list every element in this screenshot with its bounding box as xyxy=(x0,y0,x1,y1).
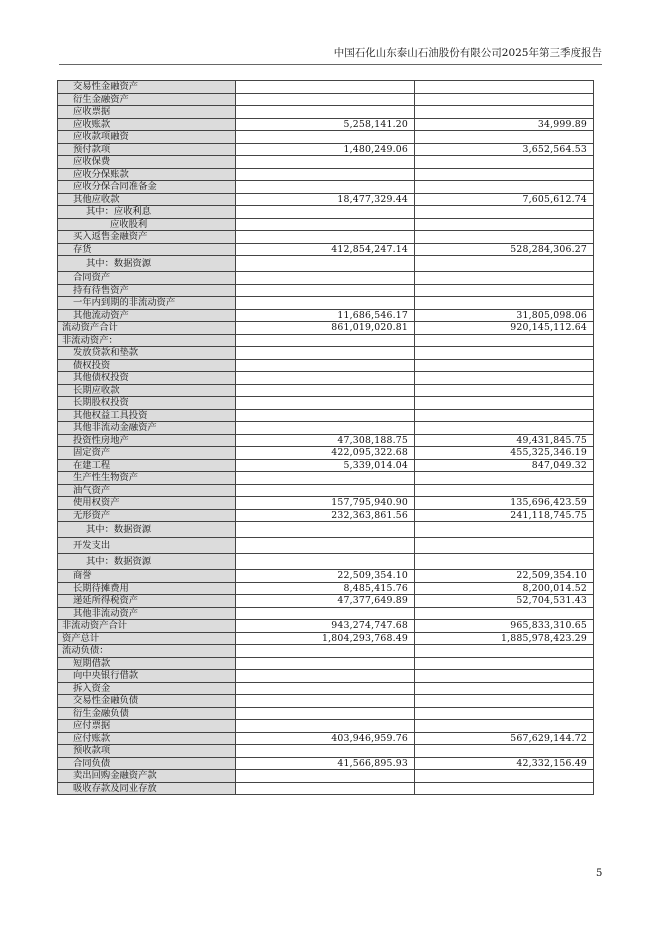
row-label: 资产总计 xyxy=(58,632,236,645)
current-period-value xyxy=(236,472,415,485)
current-period-value xyxy=(236,538,415,554)
prior-period-value xyxy=(415,168,594,181)
prior-period-value xyxy=(415,272,594,285)
current-period-value xyxy=(236,359,415,372)
table-row xyxy=(58,168,594,181)
current-period-value xyxy=(236,181,415,194)
current-period-value xyxy=(236,206,415,219)
report-header xyxy=(59,46,602,65)
prior-period-value xyxy=(415,645,594,658)
row-label: 其他应收款 xyxy=(58,193,236,206)
prior-period-value: 7,605,612.74 xyxy=(415,193,594,206)
prior-period-value: 920,145,112.64 xyxy=(415,322,594,335)
current-period-value xyxy=(236,484,415,497)
current-period-value xyxy=(236,93,415,106)
table-row xyxy=(58,181,594,194)
row-label: 发放贷款和垫款 xyxy=(58,347,236,360)
current-period-value xyxy=(236,782,415,795)
current-period-value xyxy=(236,409,415,422)
table-row xyxy=(58,695,594,708)
row-label: 递延所得税资产 xyxy=(58,595,236,608)
prior-period-value xyxy=(415,93,594,106)
prior-period-value xyxy=(415,284,594,297)
row-label: 预收款项 xyxy=(58,745,236,758)
current-period-value xyxy=(236,522,415,538)
prior-period-value: 3,652,564.53 xyxy=(415,143,594,156)
table-row xyxy=(58,522,594,538)
table-row xyxy=(58,720,594,733)
row-label: 衍生金融资产 xyxy=(58,93,236,106)
current-period-value: 412,854,247.14 xyxy=(236,243,415,256)
current-period-value: 1,480,249.06 xyxy=(236,143,415,156)
prior-period-value xyxy=(415,206,594,219)
row-label: 应收票据 xyxy=(58,106,236,119)
prior-period-value xyxy=(415,422,594,435)
prior-period-value xyxy=(415,782,594,795)
prior-period-value xyxy=(415,81,594,94)
current-period-value: 943,274,747.68 xyxy=(236,620,415,633)
row-label: 交易性金融资产 xyxy=(58,81,236,94)
prior-period-value: 965,833,310.65 xyxy=(415,620,594,633)
prior-period-value xyxy=(415,218,594,231)
table-row xyxy=(58,632,594,645)
table-row xyxy=(58,143,594,156)
table-row xyxy=(58,297,594,310)
table-row xyxy=(58,554,594,570)
prior-period-value: 34,999.89 xyxy=(415,118,594,131)
table-row xyxy=(58,93,594,106)
row-label: 在建工程 xyxy=(58,459,236,472)
prior-period-value xyxy=(415,397,594,410)
current-period-value xyxy=(236,554,415,570)
table-row xyxy=(58,218,594,231)
current-period-value xyxy=(236,106,415,119)
table-row xyxy=(58,284,594,297)
current-period-value xyxy=(236,745,415,758)
current-period-value xyxy=(236,168,415,181)
row-label: 生产性生物资产 xyxy=(58,472,236,485)
row-label: 短期借款 xyxy=(58,657,236,670)
prior-period-value xyxy=(415,384,594,397)
prior-period-value: 135,696,423.59 xyxy=(415,497,594,510)
row-label: 商誉 xyxy=(58,570,236,583)
current-period-value: 41,566,895.93 xyxy=(236,757,415,770)
row-label: 其他非流动资产 xyxy=(58,607,236,620)
row-label: 使用权资产 xyxy=(58,497,236,510)
prior-period-value xyxy=(415,131,594,144)
prior-period-value: 8,200,014.52 xyxy=(415,582,594,595)
row-label: 交易性金融负债 xyxy=(58,695,236,708)
table-row xyxy=(58,193,594,206)
current-period-value xyxy=(236,156,415,169)
prior-period-value xyxy=(415,670,594,683)
current-period-value: 232,363,861.56 xyxy=(236,509,415,522)
current-period-value xyxy=(236,284,415,297)
table-row xyxy=(58,757,594,770)
balance-sheet-table xyxy=(57,80,594,795)
table-row xyxy=(58,334,594,347)
current-period-value xyxy=(236,297,415,310)
prior-period-value xyxy=(415,657,594,670)
prior-period-value xyxy=(415,181,594,194)
row-label: 长期股权投资 xyxy=(58,397,236,410)
row-label: 油气资产 xyxy=(58,484,236,497)
current-period-value xyxy=(236,334,415,347)
row-label: 债权投资 xyxy=(58,359,236,372)
balance-sheet-body xyxy=(58,81,594,795)
table-row xyxy=(58,595,594,608)
current-period-value xyxy=(236,384,415,397)
row-label: 应收分保账款 xyxy=(58,168,236,181)
table-row xyxy=(58,434,594,447)
table-row xyxy=(58,272,594,285)
row-label: 衍生金融负债 xyxy=(58,707,236,720)
row-label: 长期应收款 xyxy=(58,384,236,397)
table-row xyxy=(58,682,594,695)
prior-period-value xyxy=(415,607,594,620)
row-label: 流动资产合计 xyxy=(58,322,236,335)
table-row xyxy=(58,384,594,397)
prior-period-value xyxy=(415,347,594,360)
page-number: 5 xyxy=(596,868,603,879)
table-row xyxy=(58,657,594,670)
prior-period-value: 1,885,978,423.29 xyxy=(415,632,594,645)
current-period-value: 157,795,940.90 xyxy=(236,497,415,510)
prior-period-value xyxy=(415,707,594,720)
row-label: 应收分保合同准备金 xyxy=(58,181,236,194)
current-period-value xyxy=(236,695,415,708)
row-label: 其他债权投资 xyxy=(58,372,236,385)
prior-period-value xyxy=(415,695,594,708)
current-period-value: 22,509,354.10 xyxy=(236,570,415,583)
row-label: 其他流动资产 xyxy=(58,309,236,322)
prior-period-value: 22,509,354.10 xyxy=(415,570,594,583)
current-period-value xyxy=(236,707,415,720)
current-period-value: 47,308,188.75 xyxy=(236,434,415,447)
prior-period-value xyxy=(415,256,594,272)
table-row xyxy=(58,309,594,322)
current-period-value: 47,377,649.89 xyxy=(236,595,415,608)
row-label: 其中：数据资源 xyxy=(58,256,236,272)
prior-period-value xyxy=(415,334,594,347)
report-title: 中国石化山东泰山石油股份有限公司2025年第三季度报告 xyxy=(333,47,602,59)
table-row xyxy=(58,484,594,497)
table-row xyxy=(58,447,594,460)
row-label: 买入返售金融资产 xyxy=(58,231,236,244)
row-label: 合同负债 xyxy=(58,757,236,770)
table-row xyxy=(58,670,594,683)
table-row xyxy=(58,359,594,372)
prior-period-value xyxy=(415,472,594,485)
prior-period-value xyxy=(415,359,594,372)
table-row xyxy=(58,570,594,583)
table-row xyxy=(58,422,594,435)
row-label: 一年内到期的非流动资产 xyxy=(58,297,236,310)
table-row xyxy=(58,409,594,422)
current-period-value xyxy=(236,81,415,94)
current-period-value: 18,477,329.44 xyxy=(236,193,415,206)
prior-period-value xyxy=(415,745,594,758)
prior-period-value xyxy=(415,720,594,733)
table-row xyxy=(58,118,594,131)
current-period-value xyxy=(236,131,415,144)
prior-period-value xyxy=(415,538,594,554)
row-label: 其他非流动金融资产 xyxy=(58,422,236,435)
table-row xyxy=(58,322,594,335)
prior-period-value xyxy=(415,231,594,244)
prior-period-value: 49,431,845.75 xyxy=(415,434,594,447)
table-row xyxy=(58,538,594,554)
table-row xyxy=(58,106,594,119)
row-label: 长期待摊费用 xyxy=(58,582,236,595)
table-row xyxy=(58,156,594,169)
table-row xyxy=(58,645,594,658)
row-label: 向中央银行借款 xyxy=(58,670,236,683)
table-row xyxy=(58,620,594,633)
current-period-value xyxy=(236,218,415,231)
row-label: 存货 xyxy=(58,243,236,256)
current-period-value: 5,258,141.20 xyxy=(236,118,415,131)
row-label: 预付款项 xyxy=(58,143,236,156)
table-row xyxy=(58,131,594,144)
table-row xyxy=(58,206,594,219)
current-period-value: 403,946,959.76 xyxy=(236,732,415,745)
current-period-value xyxy=(236,670,415,683)
prior-period-value xyxy=(415,522,594,538)
row-label: 流动负债： xyxy=(58,645,236,658)
current-period-value: 11,686,546.17 xyxy=(236,309,415,322)
table-row xyxy=(58,582,594,595)
current-period-value xyxy=(236,272,415,285)
current-period-value xyxy=(236,397,415,410)
table-row xyxy=(58,745,594,758)
table-row xyxy=(58,459,594,472)
prior-period-value xyxy=(415,682,594,695)
current-period-value xyxy=(236,231,415,244)
current-period-value: 422,095,322.68 xyxy=(236,447,415,460)
current-period-value xyxy=(236,256,415,272)
row-label: 应收账款 xyxy=(58,118,236,131)
prior-period-value xyxy=(415,770,594,783)
row-label: 投资性房地产 xyxy=(58,434,236,447)
prior-period-value xyxy=(415,409,594,422)
row-label: 应收款项融资 xyxy=(58,131,236,144)
table-row xyxy=(58,732,594,745)
current-period-value: 5,339,014.04 xyxy=(236,459,415,472)
table-row xyxy=(58,509,594,522)
row-label: 拆入资金 xyxy=(58,682,236,695)
prior-period-value xyxy=(415,372,594,385)
row-label: 合同资产 xyxy=(58,272,236,285)
row-label: 应付票据 xyxy=(58,720,236,733)
prior-period-value xyxy=(415,554,594,570)
prior-period-value: 847,049.32 xyxy=(415,459,594,472)
current-period-value xyxy=(236,682,415,695)
table-row xyxy=(58,81,594,94)
table-row xyxy=(58,243,594,256)
prior-period-value: 241,118,745.75 xyxy=(415,509,594,522)
current-period-value: 1,804,293,768.49 xyxy=(236,632,415,645)
row-label: 固定资产 xyxy=(58,447,236,460)
current-period-value xyxy=(236,422,415,435)
prior-period-value xyxy=(415,297,594,310)
row-label: 应收股利 xyxy=(58,218,236,231)
current-period-value xyxy=(236,770,415,783)
table-row xyxy=(58,472,594,485)
prior-period-value: 52,704,531.43 xyxy=(415,595,594,608)
row-label: 非流动资产合计 xyxy=(58,620,236,633)
current-period-value xyxy=(236,657,415,670)
row-label: 无形资产 xyxy=(58,509,236,522)
table-row xyxy=(58,707,594,720)
prior-period-value xyxy=(415,484,594,497)
table-row xyxy=(58,782,594,795)
prior-period-value: 42,332,156.49 xyxy=(415,757,594,770)
current-period-value xyxy=(236,720,415,733)
table-row xyxy=(58,256,594,272)
current-period-value xyxy=(236,372,415,385)
current-period-value xyxy=(236,607,415,620)
table-row xyxy=(58,372,594,385)
row-label: 非流动资产： xyxy=(58,334,236,347)
prior-period-value: 567,629,144.72 xyxy=(415,732,594,745)
prior-period-value: 31,805,098.06 xyxy=(415,309,594,322)
current-period-value: 8,485,415.76 xyxy=(236,582,415,595)
table-row xyxy=(58,231,594,244)
row-label: 其中：数据资源 xyxy=(58,522,236,538)
current-period-value xyxy=(236,347,415,360)
row-label: 应收保费 xyxy=(58,156,236,169)
row-label: 其他权益工具投资 xyxy=(58,409,236,422)
row-label: 持有待售资产 xyxy=(58,284,236,297)
table-row xyxy=(58,347,594,360)
row-label: 其中：应收利息 xyxy=(58,206,236,219)
row-label: 应付账款 xyxy=(58,732,236,745)
table-row xyxy=(58,497,594,510)
row-label: 开发支出 xyxy=(58,538,236,554)
current-period-value xyxy=(236,645,415,658)
table-row xyxy=(58,770,594,783)
table-row xyxy=(58,397,594,410)
prior-period-value xyxy=(415,156,594,169)
prior-period-value xyxy=(415,106,594,119)
row-label: 其中：数据资源 xyxy=(58,554,236,570)
table-row xyxy=(58,607,594,620)
current-period-value: 861,019,020.81 xyxy=(236,322,415,335)
row-label: 卖出回购金融资产款 xyxy=(58,770,236,783)
prior-period-value: 455,325,346.19 xyxy=(415,447,594,460)
row-label: 吸收存款及同业存放 xyxy=(58,782,236,795)
prior-period-value: 528,284,306.27 xyxy=(415,243,594,256)
